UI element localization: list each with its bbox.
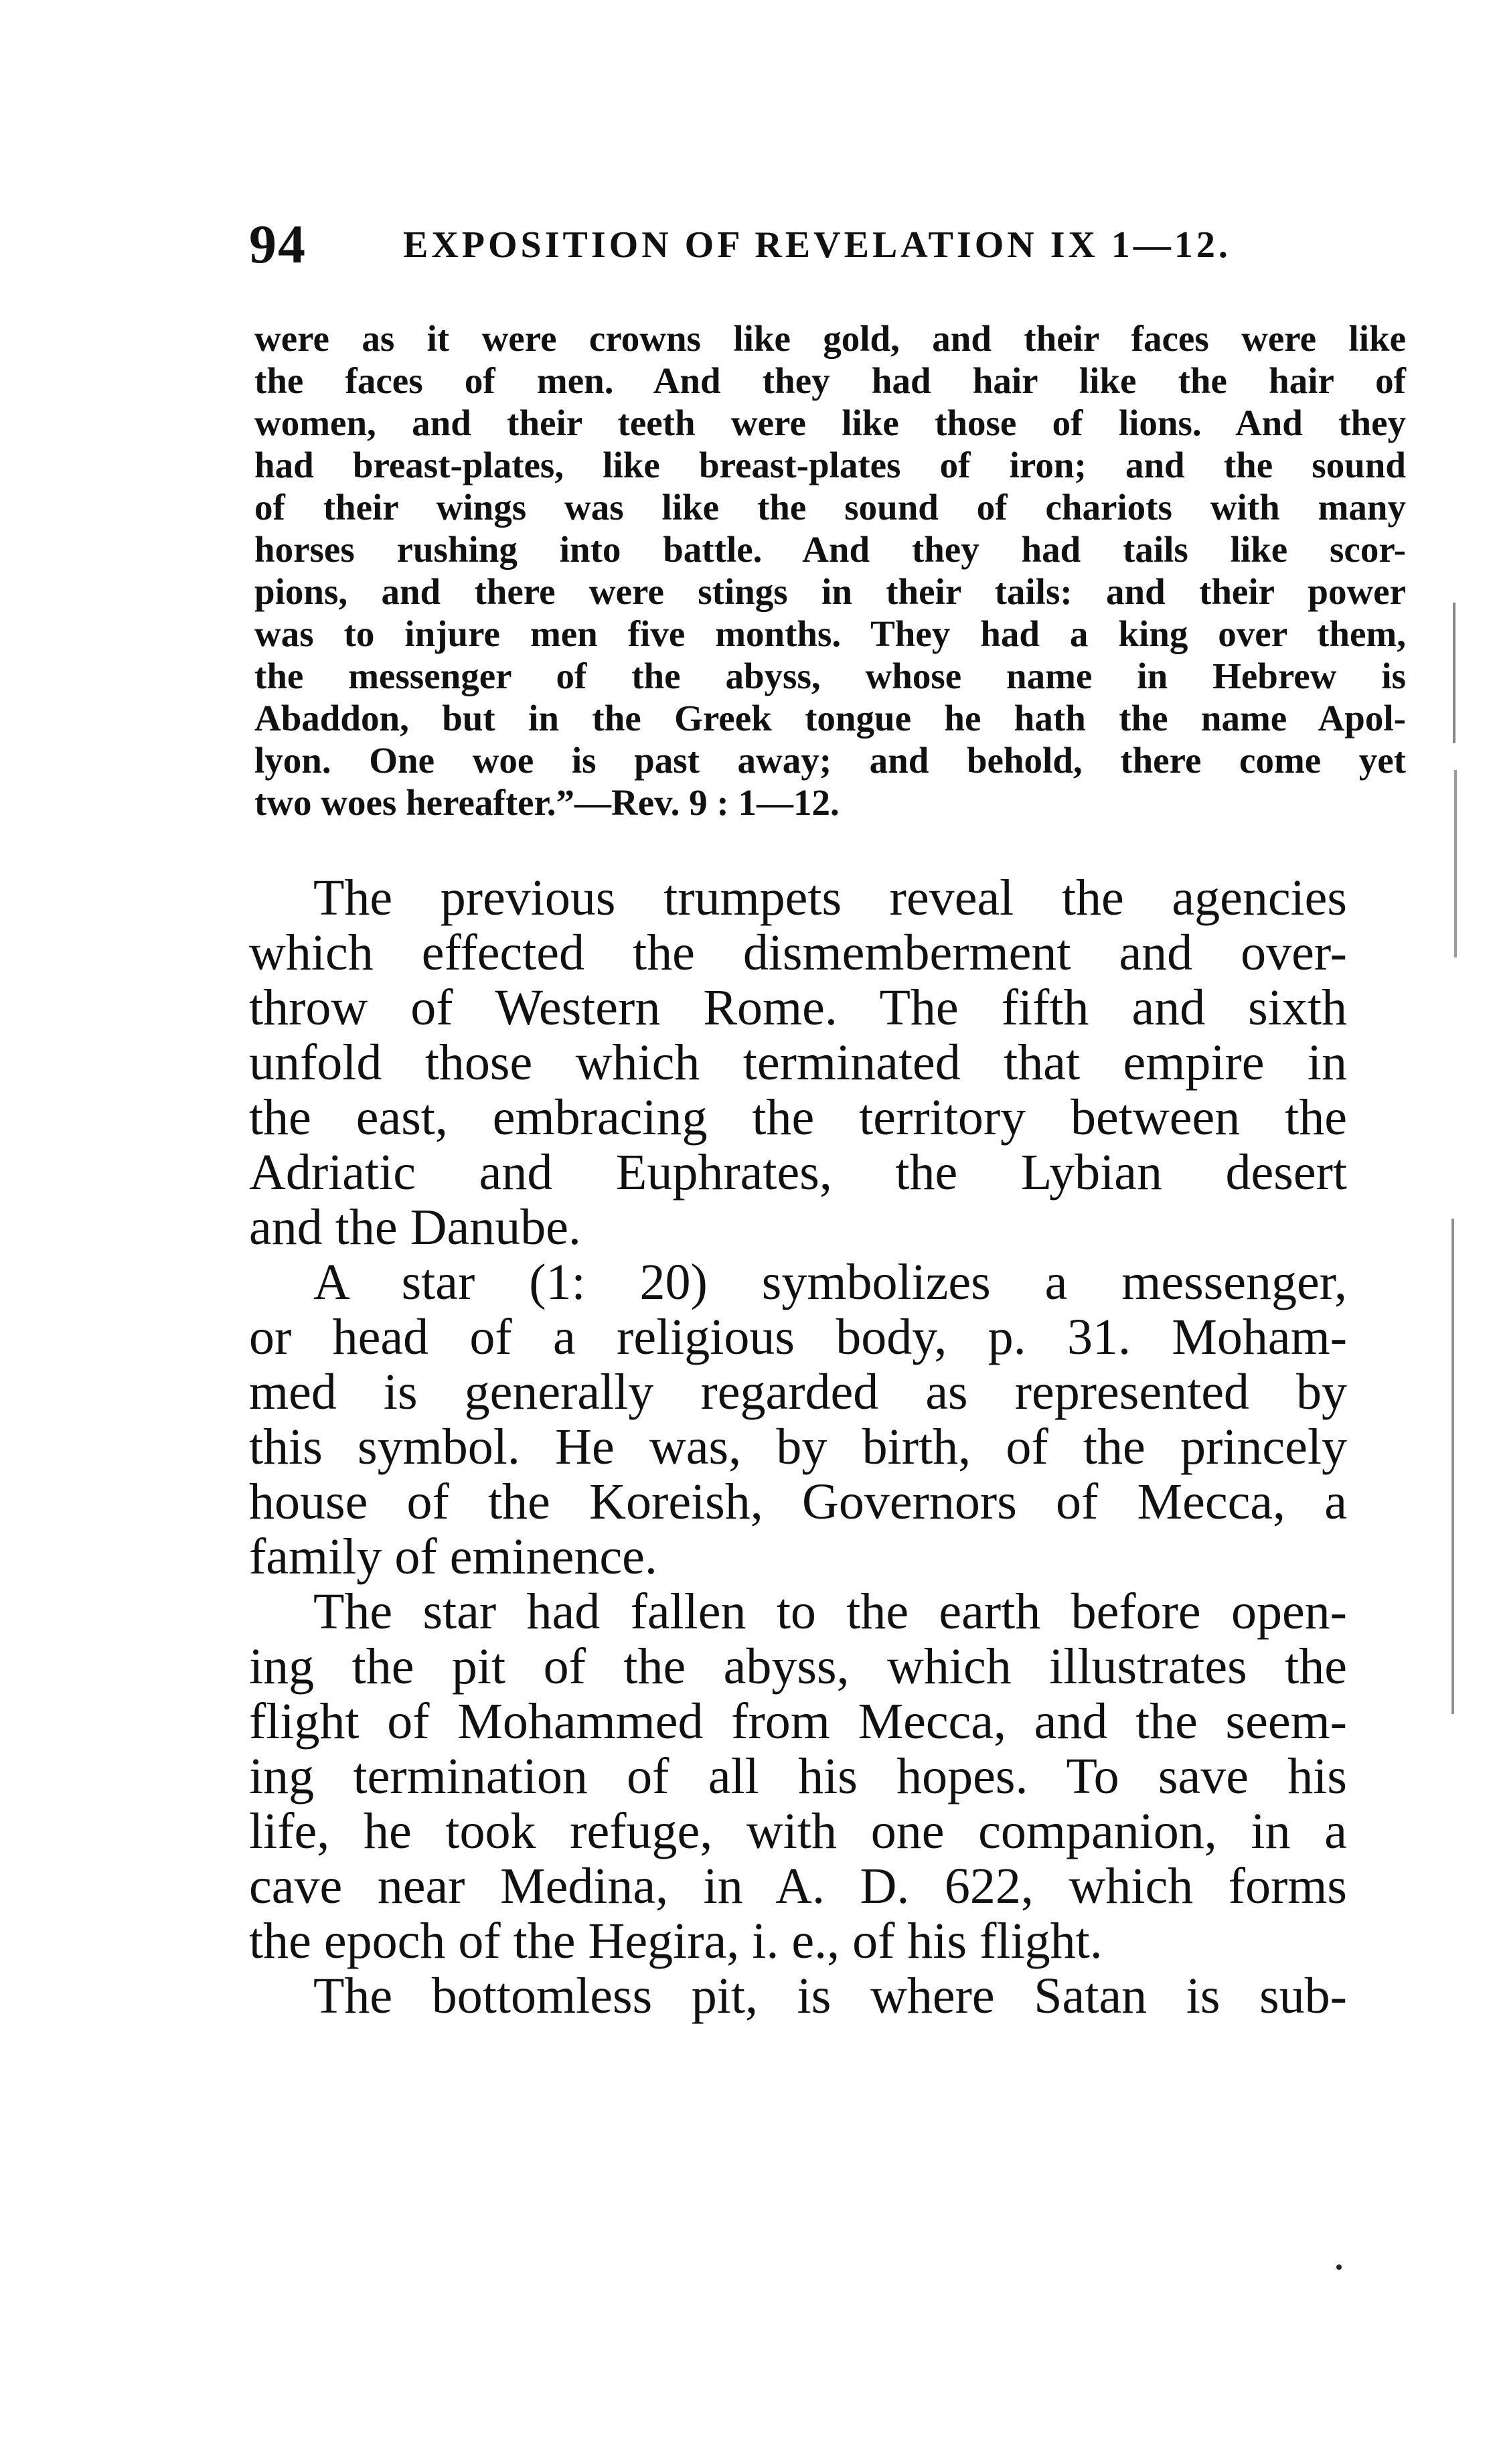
quote-line: pions, and there were stings in their tails: and their power <box>254 571 1406 612</box>
text-line: ing termination of all his hopes. To save his <box>249 1748 1347 1804</box>
text-line: The star had fallen to the earth before open- <box>313 1584 1347 1640</box>
page-header <box>249 213 1347 280</box>
text-line: the epoch of the Hegira, i. e., of his flight. <box>249 1913 1103 1969</box>
text-line: Adriatic and Euphrates, the Lybian desert <box>249 1144 1347 1201</box>
paragraph-fallen-star <box>249 1584 1347 1969</box>
quote-line: the messenger of the abyss, whose name in Hebrew is <box>254 656 1406 696</box>
paragraph-bottomless-pit <box>249 1969 1347 2023</box>
text-line: family of eminence. <box>249 1529 657 1585</box>
quote-line: Abaddon, but in the Greek tongue he hath the name Apol- <box>254 698 1406 739</box>
margin-mark <box>1336 2264 1342 2270</box>
quote-line: was to injure men five months. They had a king over them, <box>254 613 1406 654</box>
running-head: EXPOSITION OF REVELATION IX 1—12. <box>403 224 1231 266</box>
text-line: life, he took refuge, with one companion, in a <box>249 1803 1347 1859</box>
text-line: cave near Medina, in A. D. 622, which forms <box>249 1858 1347 1914</box>
margin-rule <box>1454 770 1457 957</box>
text-line: this symbol. He was, by birth, of the princely <box>249 1419 1347 1475</box>
text-line: The bottomless pit, is where Satan is sub- <box>313 1968 1347 2024</box>
text-line: which effected the dismemberment and over- <box>249 925 1347 981</box>
quote-line: of their wings was like the sound of chariots with many <box>254 487 1406 528</box>
scripture-quotation <box>254 317 1406 824</box>
text-line: or head of a religious body, p. 31. Moham- <box>249 1309 1347 1365</box>
quote-line: two woes hereafter.”—Rev. 9 : 1—12. <box>254 782 840 823</box>
page-number: 94 <box>249 214 307 275</box>
body-text <box>249 870 1347 2023</box>
text-line: med is generally regarded as represented by <box>249 1364 1347 1420</box>
text-line: unfold those which terminated that empire in <box>249 1034 1347 1091</box>
text-line: throw of Western Rome. The fifth and sixth <box>249 980 1347 1036</box>
quote-line: women, and their teeth were like those of lions. And they <box>254 402 1406 443</box>
text-line: and the Danube. <box>249 1199 581 1255</box>
quote-line: horses rushing into battle. And they had tails like scor- <box>254 529 1406 570</box>
margin-rule <box>1453 603 1455 743</box>
text-line: house of the Koreish, Governors of Mecca, a <box>249 1474 1347 1530</box>
text-line: ing the pit of the abyss, which illustrates the <box>249 1638 1347 1695</box>
text-line: A star (1: 20) symbolizes a messenger, <box>313 1254 1347 1310</box>
text-line: The previous trumpets reveal the agencies <box>313 870 1347 926</box>
quote-line: had breast-plates, like breast-plates of iron; and the sound <box>254 445 1406 485</box>
quote-line: were as it were crowns like gold, and their faces were like <box>254 318 1406 359</box>
text-line: flight of Mohammed from Mecca, and the seem- <box>249 1693 1347 1750</box>
quote-line: lyon. One woe is past away; and behold, there come yet <box>254 740 1406 781</box>
paragraph-star <box>249 1255 1347 1584</box>
quote-line: the faces of men. And they had hair like the hair of <box>254 360 1406 401</box>
margin-rule <box>1451 1219 1454 1714</box>
text-line: the east, embracing the territory between the <box>249 1089 1347 1146</box>
paragraph-agencies <box>249 870 1347 1255</box>
